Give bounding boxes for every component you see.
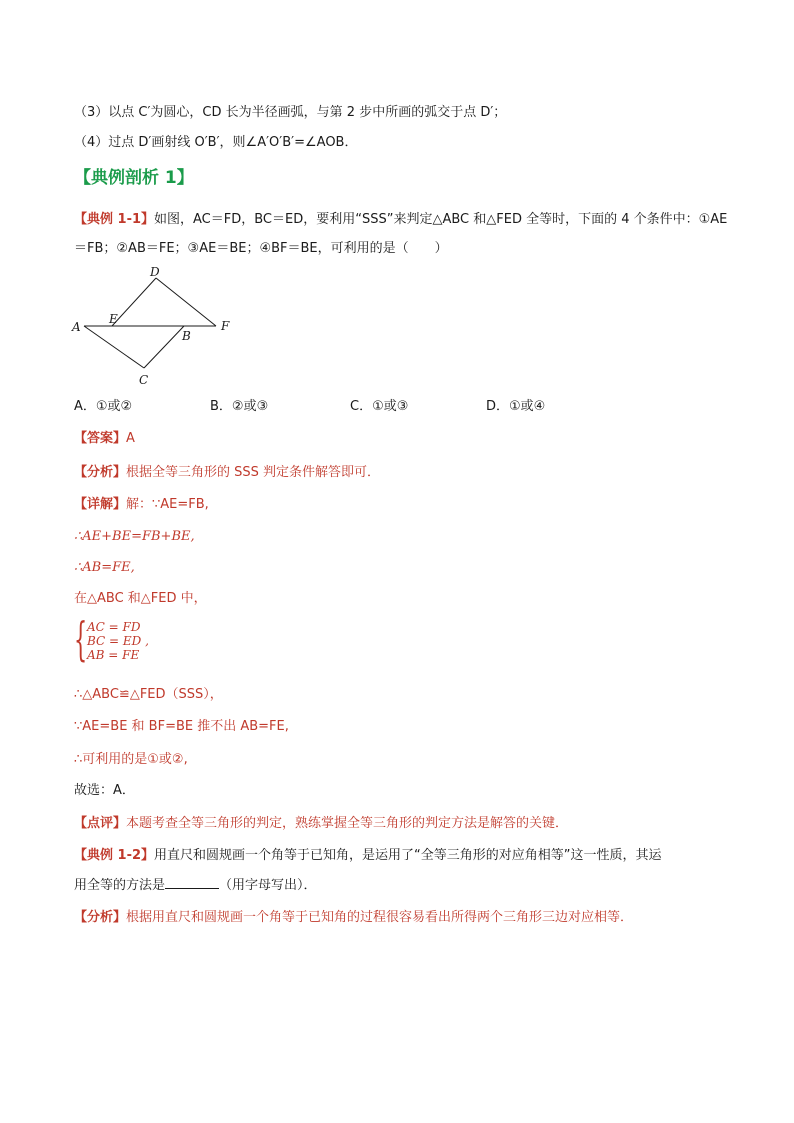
label-d: D: [150, 265, 160, 279]
example-1-options: [74, 398, 714, 416]
system-brace: {: [74, 612, 88, 666]
system-row-3: AB = FE: [87, 648, 140, 662]
detail-line-2: ∴AE+BE=FB+BE,: [74, 529, 195, 544]
option-b[interactable]: B．②或③: [210, 399, 269, 414]
label-b: B: [182, 329, 191, 343]
example-1-line-1: [74, 211, 727, 229]
option-a[interactable]: A．①或②: [74, 399, 133, 414]
detail-line-9: 故选：A．: [74, 783, 135, 798]
analysis-line: [74, 464, 380, 482]
example-2-tag: 【典例 1-2】: [74, 848, 155, 863]
detail-line-8: ∴可利用的是①或②,: [74, 752, 188, 767]
answer-line: [74, 430, 135, 448]
option-c[interactable]: C．①或③: [350, 399, 409, 414]
detail-line-1: [74, 496, 209, 514]
label-c: C: [139, 373, 149, 387]
example-1-text-1: 如图，AC＝FD，BC＝ED，要利用“SSS”来判定△ABC 和△FED 全等时，下面的 4 个条件中：①AE: [154, 212, 728, 227]
detail-line-6: ∴△ABC≌△FED（SSS），: [74, 687, 223, 702]
comment-text: 本题考查全等三角形的判定，熟练掌握全等三角形的判定方法是解答的关键．: [126, 816, 569, 831]
comment-line: [74, 815, 568, 833]
analysis-2-tag: 【分析】: [74, 910, 127, 925]
label-a: A: [72, 320, 81, 334]
analysis-2-text: 根据用直尺和圆规画一个角等于已知角的过程很容易看出所得两个三角形三边对应相等．: [126, 910, 634, 925]
segment-ac: [84, 326, 144, 368]
example-2-text-1: 用直尺和圆规画一个角等于已知角，是运用了“全等三角形的对应角相等”这一性质，其运: [154, 848, 662, 863]
section-title: 【典例剖析 1】: [74, 168, 194, 188]
detail-line-7: ∵AE=BE 和 BF=BE 推不出 AB=FE,: [74, 719, 289, 734]
detail-tag: 【详解】: [74, 497, 127, 512]
analysis-2-line: [74, 909, 633, 927]
example-1-text-2: ＝FB；②AB＝FE；③AE＝BE；④BF＝BE，可利用的是（ ）: [74, 241, 448, 256]
triangle-figure: [66, 262, 246, 392]
segment-ed: [112, 278, 156, 326]
system-row-2: BC = ED ,: [87, 634, 149, 648]
step-3: （3）以点 C′为圆心，CD 长为半径画弧，与第 2 步中所画的弧交于点 D′；: [74, 105, 507, 120]
analysis-tag: 【分析】: [74, 465, 127, 480]
answer-text: A: [126, 431, 135, 446]
example-2-text-2-post: （用字母写出）．: [219, 878, 317, 893]
example-2-line-2: [74, 876, 317, 895]
answer-blank[interactable]: [165, 876, 219, 889]
example-2-line-1: [74, 847, 662, 865]
detail-intro: 解：∵AE=FB,: [126, 497, 209, 512]
analysis-text: 根据全等三角形的 SSS 判定条件解答即可．: [126, 465, 381, 480]
answer-tag: 【答案】: [74, 431, 127, 446]
detail-line-4: 在△ABC 和△FED 中，: [74, 591, 207, 606]
label-f: F: [221, 319, 230, 333]
detail-line-3: ∴AB=FE,: [74, 560, 135, 575]
example-1-tag: 【典例 1-1】: [74, 212, 155, 227]
system-row-1: AC = FD: [87, 620, 141, 634]
segment-df: [156, 278, 216, 326]
comment-tag: 【点评】: [74, 816, 127, 831]
label-e: E: [109, 312, 118, 326]
example-2-text-2-pre: 用全等的方法是: [74, 878, 166, 893]
segment-cb: [144, 326, 184, 368]
option-d[interactable]: D．①或④: [486, 399, 546, 414]
step-4: （4）过点 D′画射线 O′B′，则∠A′O′B′=∠AOB．: [74, 135, 358, 150]
